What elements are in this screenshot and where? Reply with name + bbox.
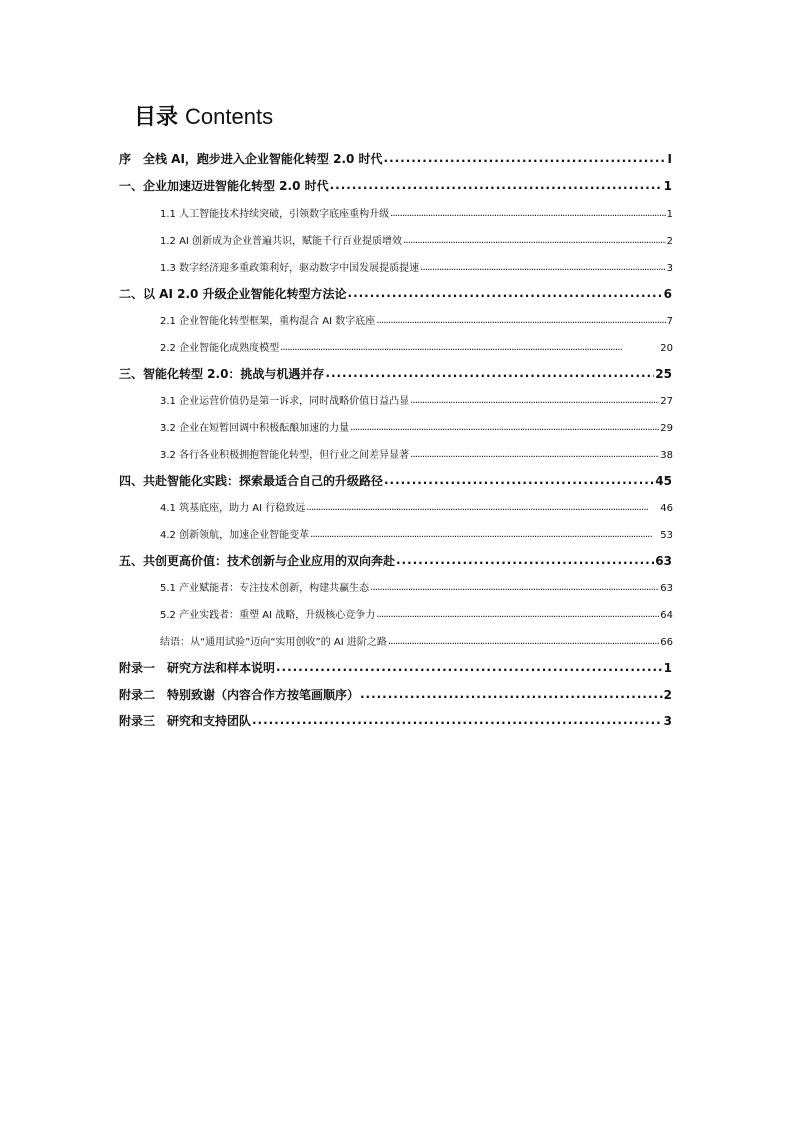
- dot-leader: [410, 449, 659, 460]
- dot-leader: [384, 151, 667, 165]
- toc-entry-label: 3.2 各行各业积极拥抱智能化转型，但行业之间差异显著: [160, 450, 410, 461]
- dot-leader: [360, 687, 663, 701]
- toc-entry-page: 3: [666, 263, 673, 274]
- dot-leader: [420, 262, 666, 273]
- toc-entry-chapter-3[interactable]: [119, 365, 672, 382]
- toc-entry-conclusion[interactable]: [160, 633, 673, 648]
- dot-leader: [403, 235, 666, 246]
- toc-entry-label: 2.2 企业智能化成熟度模型: [160, 343, 280, 354]
- toc-entry-label: 1.1 人工智能技术持续突破，引领数字底座重构升级: [160, 209, 390, 220]
- toc-entry-page: 45: [655, 474, 672, 488]
- dot-leader: [410, 395, 659, 406]
- toc-entry-label: 3.1 企业运营价值仍是第一诉求，同时战略价值日益凸显: [160, 396, 410, 407]
- toc-entry-3-2b[interactable]: [160, 446, 673, 461]
- dot-leader: [350, 422, 659, 433]
- toc-entry-appendix-2[interactable]: [119, 686, 672, 703]
- toc-entry-4-2[interactable]: [160, 526, 673, 541]
- toc-entry-page: 66: [660, 637, 673, 648]
- toc-entry-page: 29: [660, 423, 673, 434]
- toc-title-en: Contents: [185, 104, 274, 129]
- toc-entry-2-1[interactable]: [160, 312, 673, 327]
- toc-entry-page: 6: [663, 287, 672, 301]
- dot-leader: [252, 713, 663, 727]
- dot-leader: [376, 315, 665, 326]
- dot-leader: [396, 553, 654, 567]
- toc-entry-1-2[interactable]: [160, 232, 673, 247]
- toc-entry-label: 三、智能化转型 2.0：挑战与机遇并存: [119, 367, 325, 381]
- toc-entry-page: 1: [663, 661, 672, 675]
- toc-entry-chapter-5[interactable]: [119, 552, 672, 569]
- toc-entry-label: 附录三 研究和支持团队: [119, 714, 252, 728]
- toc-entry-label: 附录一 研究方法和样本说明: [119, 661, 276, 675]
- toc-entry-page: 25: [655, 367, 672, 381]
- toc-entry-label: 1.3 数字经济迎多重政策利好，驱动数字中国发展提质提速: [160, 263, 420, 274]
- toc-entry-4-1[interactable]: [160, 499, 673, 514]
- toc-entry-label: 一、企业加速迈进智能化转型 2.0 时代: [119, 179, 329, 193]
- toc-entry-label: 结语：从“通用试验”迈向“实用创收”的 AI 进阶之路: [160, 637, 387, 648]
- dot-leader: [370, 582, 659, 593]
- toc-entry-page: 64: [660, 610, 673, 621]
- toc-entry-appendix-1[interactable]: [119, 659, 672, 676]
- dot-leader: [348, 286, 663, 300]
- toc-entry-page: 1: [663, 179, 672, 193]
- toc-entry-label: 序 全栈 AI，跑步进入企业智能化转型 2.0 时代: [119, 152, 383, 166]
- toc-entry-3-2a[interactable]: [160, 419, 673, 434]
- toc-entry-chapter-2[interactable]: [119, 285, 672, 302]
- dot-leader: [330, 178, 663, 192]
- dot-leader: [390, 208, 666, 219]
- toc-entry-1-1[interactable]: [160, 205, 673, 220]
- toc-entry-3-1[interactable]: [160, 392, 673, 407]
- toc-entry-5-1[interactable]: [160, 579, 673, 594]
- dot-leader: [276, 660, 663, 674]
- toc-entry-page: 27: [660, 396, 673, 407]
- toc-entry-5-2[interactable]: [160, 606, 673, 621]
- dot-leader: [280, 342, 659, 353]
- toc-entry-label: 附录二 特别致谢（内容合作方按笔画顺序）: [119, 688, 360, 702]
- toc-entry-page: 2: [666, 236, 673, 247]
- toc-entry-page: 3: [663, 714, 672, 728]
- toc-entry-page: I: [667, 152, 672, 166]
- toc-entry-label: 1.2 AI 创新成为企业普遍共识，赋能千行百业提质增效: [160, 236, 403, 247]
- toc-title-cn: 目录: [134, 105, 179, 130]
- toc-entry-label: 5.1 产业赋能者：专注技术创新，构建共赢生态: [160, 583, 370, 594]
- toc-entry-label: 二、以 AI 2.0 升级企业智能化转型方法论: [119, 287, 347, 301]
- dot-leader: [310, 529, 659, 540]
- toc-entry-page: 1: [666, 209, 673, 220]
- toc-entry-chapter-4[interactable]: [119, 472, 672, 489]
- toc-entry-page: 53: [660, 530, 673, 541]
- toc-entry-page: 2: [663, 688, 672, 702]
- toc-entry-label: 4.2 创新领航，加速企业智能变革: [160, 530, 310, 541]
- toc-entry-label: 5.2 产业实践者：重塑 AI 战略，升级核心竞争力: [160, 610, 376, 621]
- toc-entry-chapter-1[interactable]: [119, 177, 672, 194]
- toc-entry-page: 20: [660, 343, 673, 354]
- dot-leader: [384, 473, 654, 487]
- dot-leader: [325, 366, 654, 380]
- dot-leader: [306, 502, 659, 513]
- toc-entry-page: 7: [666, 316, 673, 327]
- toc-entry-page: 46: [660, 503, 673, 514]
- toc-title: [134, 102, 273, 133]
- toc-entry-label: 4.1 筑基底座，助力 AI 行稳致远: [160, 503, 306, 514]
- toc-entry-page: 38: [660, 450, 673, 461]
- dot-leader: [388, 636, 659, 647]
- toc-entry-label: 四、共赴智能化实践：探索最适合自己的升级路径: [119, 474, 384, 488]
- toc-entry-label: 2.1 企业智能化转型框架，重构混合 AI 数字底座: [160, 316, 376, 327]
- toc-entry-label: 五、共创更高价值：技术创新与企业应用的双向奔赴: [119, 554, 396, 568]
- toc-entry-label: 3.2 企业在短暂回调中积极酝酿加速的力量: [160, 423, 350, 434]
- toc-entry-page: 63: [655, 554, 672, 568]
- toc-entry-page: 63: [660, 583, 673, 594]
- toc-entry-preface[interactable]: [119, 150, 672, 167]
- toc-entry-2-2[interactable]: [160, 339, 673, 354]
- dot-leader: [376, 609, 659, 620]
- toc-entry-1-3[interactable]: [160, 259, 673, 274]
- toc-entry-appendix-3[interactable]: [119, 712, 672, 729]
